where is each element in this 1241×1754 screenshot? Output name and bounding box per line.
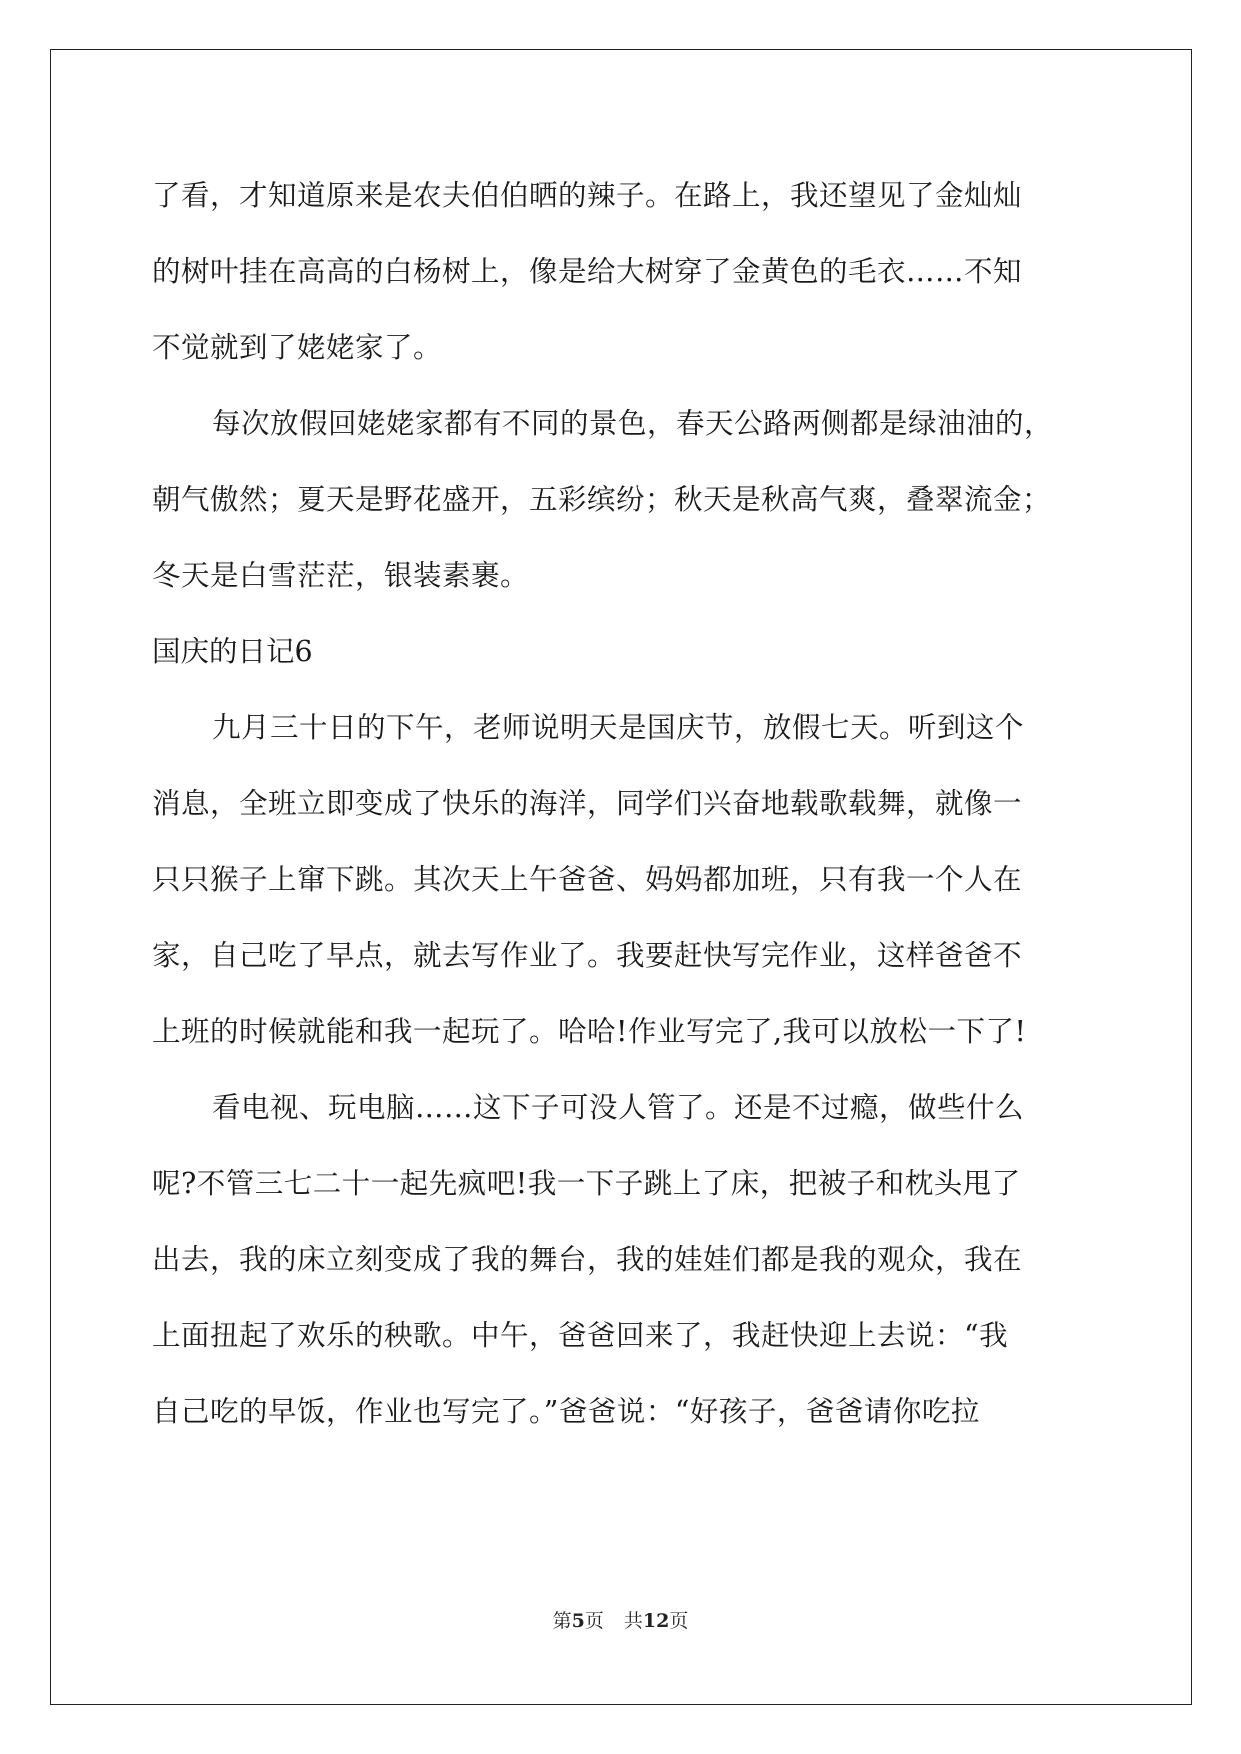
- page-prefix: 第: [552, 1610, 572, 1632]
- text-line: 只只猴子上窜下跳。其次天上午爸爸、妈妈都加班，只有我一个人在: [152, 863, 1023, 896]
- text-line: 呢?不管三七二十一起先疯吧!我一下子跳上了床，把被子和枕头甩了: [152, 1167, 1021, 1200]
- text-line: 每次放假回姥姥家都有不同的景色，春天公路两侧都是绿油油的，: [212, 407, 1054, 440]
- text-line: 了看，才知道原来是农夫伯伯晒的辣子。在路上，我还望见了金灿灿: [152, 179, 1023, 212]
- text-line: 自己吃的早饭，作业也写完了。”爸爸说：“好孩子，爸爸请你吃拉: [152, 1395, 980, 1428]
- page-footer: [0, 1606, 1241, 1633]
- paragraph: [152, 158, 1094, 386]
- total-suffix: 页: [669, 1610, 689, 1632]
- page-number: 5: [571, 1610, 585, 1632]
- text-line: 九月三十日的下午，老师说明天是国庆节，放假七天。听到这个: [212, 711, 1025, 744]
- section-heading: 国庆的日记6: [152, 635, 313, 668]
- text-line: 看电视、玩电脑……这下子可没人管了。还是不过瘾，做些什么: [212, 1091, 1025, 1124]
- paragraph: [152, 690, 1094, 1070]
- text-line: 的树叶挂在高高的白杨树上，像是给大树穿了金黄色的毛衣……不知: [152, 255, 1023, 288]
- text-line: 消息，全班立即变成了快乐的海洋，同学们兴奋地载歌载舞，就像一: [152, 787, 1023, 820]
- text-line: 不觉就到了姥姥家了。: [152, 331, 443, 364]
- paragraph: [152, 1070, 1094, 1450]
- document-body: [152, 158, 1094, 1450]
- paragraph: [152, 386, 1094, 614]
- total-prefix: 共: [623, 1610, 643, 1632]
- text-line: 上面扭起了欢乐的秧歌。中午，爸爸回来了，我赶快迎上去说：“我: [152, 1319, 1009, 1352]
- text-line: 冬天是白雪茫茫，银装素裹。: [152, 559, 530, 592]
- page-suffix: 页: [584, 1610, 604, 1632]
- text-line: 家，自己吃了早点，就去写作业了。我要赶快写完作业，这样爸爸不: [152, 939, 1023, 972]
- text-line: 出去，我的床立刻变成了我的舞台，我的娃娃们都是我的观众，我在: [152, 1243, 1023, 1276]
- text-line: 上班的时候就能和我一起玩了。哈哈!作业写完了,我可以放松一下了!: [152, 1015, 1027, 1048]
- total-pages: 12: [642, 1610, 670, 1632]
- text-line: 朝气傲然；夏天是野花盛开，五彩缤纷；秋天是秋高气爽，叠翠流金；: [152, 483, 1052, 516]
